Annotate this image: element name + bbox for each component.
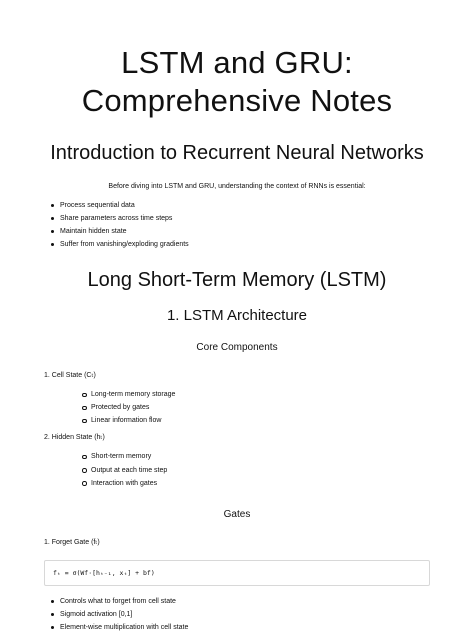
list-item: Process sequential data — [60, 201, 430, 210]
list-item: Long-term memory storage — [91, 390, 430, 399]
list-item: Suffer from vanishing/exploding gradients — [60, 240, 430, 249]
forget-gate-formula: fₜ = σ(Wf·[hₜ₋₁, xₜ] + bf) — [44, 560, 430, 586]
forget-gate-list — [44, 597, 430, 632]
core-components-heading: Core Components — [196, 342, 278, 354]
hidden-state-list — [44, 452, 430, 487]
list-item: Protected by gates — [91, 403, 430, 412]
intro-heading: Introduction to Recurrent Neural Networks — [50, 142, 424, 164]
intro-paragraph: Before diving into LSTM and GRU, understanding the context of RNNs is essential: — [108, 183, 366, 190]
document-title — [44, 0, 430, 120]
list-item: Share parameters across time steps — [60, 214, 430, 223]
list-item: Output at each time step — [91, 466, 430, 475]
gates-heading: Gates — [223, 508, 251, 520]
list-item: Maintain hidden state — [60, 227, 430, 236]
list-item: Linear information flow — [91, 416, 430, 425]
forget-gate-label: 1. Forget Gate (fₜ) — [44, 538, 100, 546]
lstm-heading: Long Short-Term Memory (LSTM) — [87, 269, 387, 292]
list-item: Element-wise multiplication with cell state — [60, 623, 430, 632]
cell-state-list — [44, 390, 430, 425]
lstm-architecture-heading: 1. LSTM Architecture — [166, 307, 308, 325]
list-item: Short-term memory — [91, 452, 430, 461]
list-item: Interaction with gates — [91, 479, 430, 488]
cell-state-label: 1. Cell State (Cₜ) — [44, 372, 96, 380]
title-line-2: Comprehensive Notes — [81, 83, 393, 118]
title-line-1: LSTM and GRU: — [121, 45, 353, 80]
rnn-properties-list — [44, 201, 430, 249]
list-item: Controls what to forget from cell state — [60, 597, 430, 606]
list-item: Sigmoid activation [0,1] — [60, 610, 430, 619]
hidden-state-label: 2. Hidden State (hₜ) — [44, 434, 105, 442]
